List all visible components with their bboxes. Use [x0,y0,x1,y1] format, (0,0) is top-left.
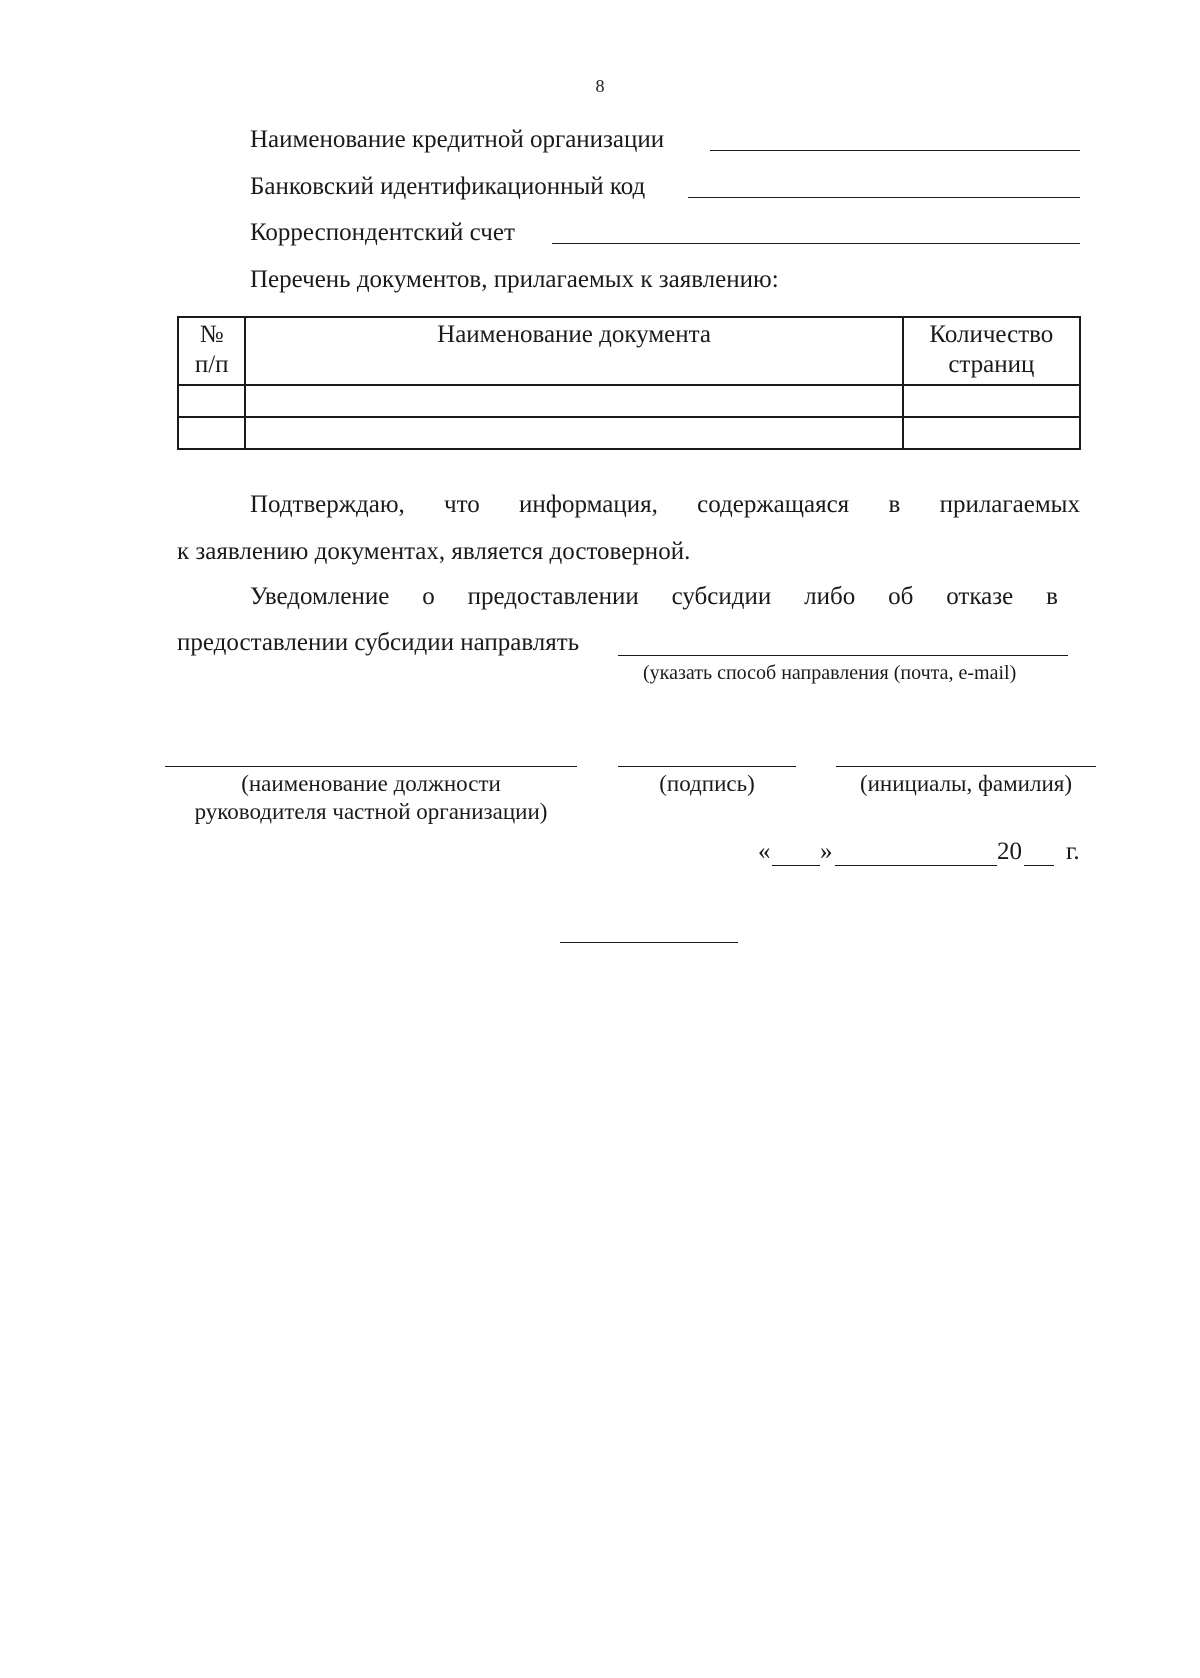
header-pages-line2: страниц [948,351,1035,378]
notice-word: об [888,583,914,610]
name-caption: (инициалы, фамилия) [859,771,1073,796]
date-open-quote: « [758,838,771,865]
bik-field[interactable] [688,197,1080,198]
documents-list-title: Перечень документов, прилагаемых к заявлению: [250,266,779,293]
signature-field[interactable] [618,766,796,767]
table-cell-num[interactable] [178,417,245,449]
notice-word: Уведомление [250,583,390,610]
header-doc-name [245,317,902,385]
position-caption [165,770,577,826]
date-year-suffix: г. [1066,838,1080,865]
confirm-word: информация, [519,491,658,518]
page-number: 8 [595,76,605,96]
header-num [178,317,245,385]
confirm-word: содержащаяся [697,491,850,518]
signature-caption: (подпись) [659,771,755,796]
table-row [178,385,1080,417]
position-caption-line2: руководителя частной организации) [194,799,548,824]
notice-method-field[interactable] [618,655,1068,656]
confirm-word: Подтверждаю, [250,491,405,518]
header-doc-name-text: Наименование документа [437,321,711,348]
confirm-line1 [250,490,1080,520]
date-day-field[interactable] [772,865,820,866]
notice-word: отказе [946,583,1014,610]
bik-label: Банковский идентификационный код [250,173,646,200]
table-cell-doc-name[interactable] [245,385,902,417]
notice-word: в [1046,583,1058,610]
notice-word: о [422,583,435,610]
corr-account-label: Корреспондентский счет [250,219,515,246]
confirm-word: прилагаемых [939,491,1080,518]
header-num-line2: п/п [194,351,229,378]
closing-separator [560,942,738,943]
table-cell-doc-name[interactable] [245,417,902,449]
notice-line2: предоставлении субсидии направлять [177,629,580,656]
notice-method-hint: (указать способ направления (почта, e-mail) [643,662,1017,684]
position-caption-line1: (наименование должности [241,771,501,796]
table-cell-num[interactable] [178,385,245,417]
table-row [178,417,1080,449]
header-pages-line1: Количество [929,321,1054,348]
header-num-line1: № [199,321,224,348]
confirm-word: в [888,491,901,518]
credit-org-label: Наименование кредитной организации [250,126,665,153]
table-cell-pages[interactable] [903,385,1080,417]
documents-table [177,316,1081,450]
position-field[interactable] [165,766,577,767]
date-year-field[interactable] [1024,865,1054,866]
date-year-prefix: 20 [997,838,1022,865]
date-close-quote: » [820,838,833,865]
notice-word: предоставлении [467,583,639,610]
notice-word: либо [804,583,856,610]
table-cell-pages[interactable] [903,417,1080,449]
header-pages [903,317,1080,385]
date-month-field[interactable] [835,865,997,866]
confirm-line2: к заявлению документах, является достоверной. [177,538,691,565]
name-field[interactable] [836,766,1096,767]
notice-line1 [250,582,1058,612]
table-header-row [178,317,1080,385]
corr-account-field[interactable] [552,243,1080,244]
confirm-word: что [444,491,480,518]
credit-org-field[interactable] [710,150,1080,151]
notice-word: субсидии [671,583,772,610]
